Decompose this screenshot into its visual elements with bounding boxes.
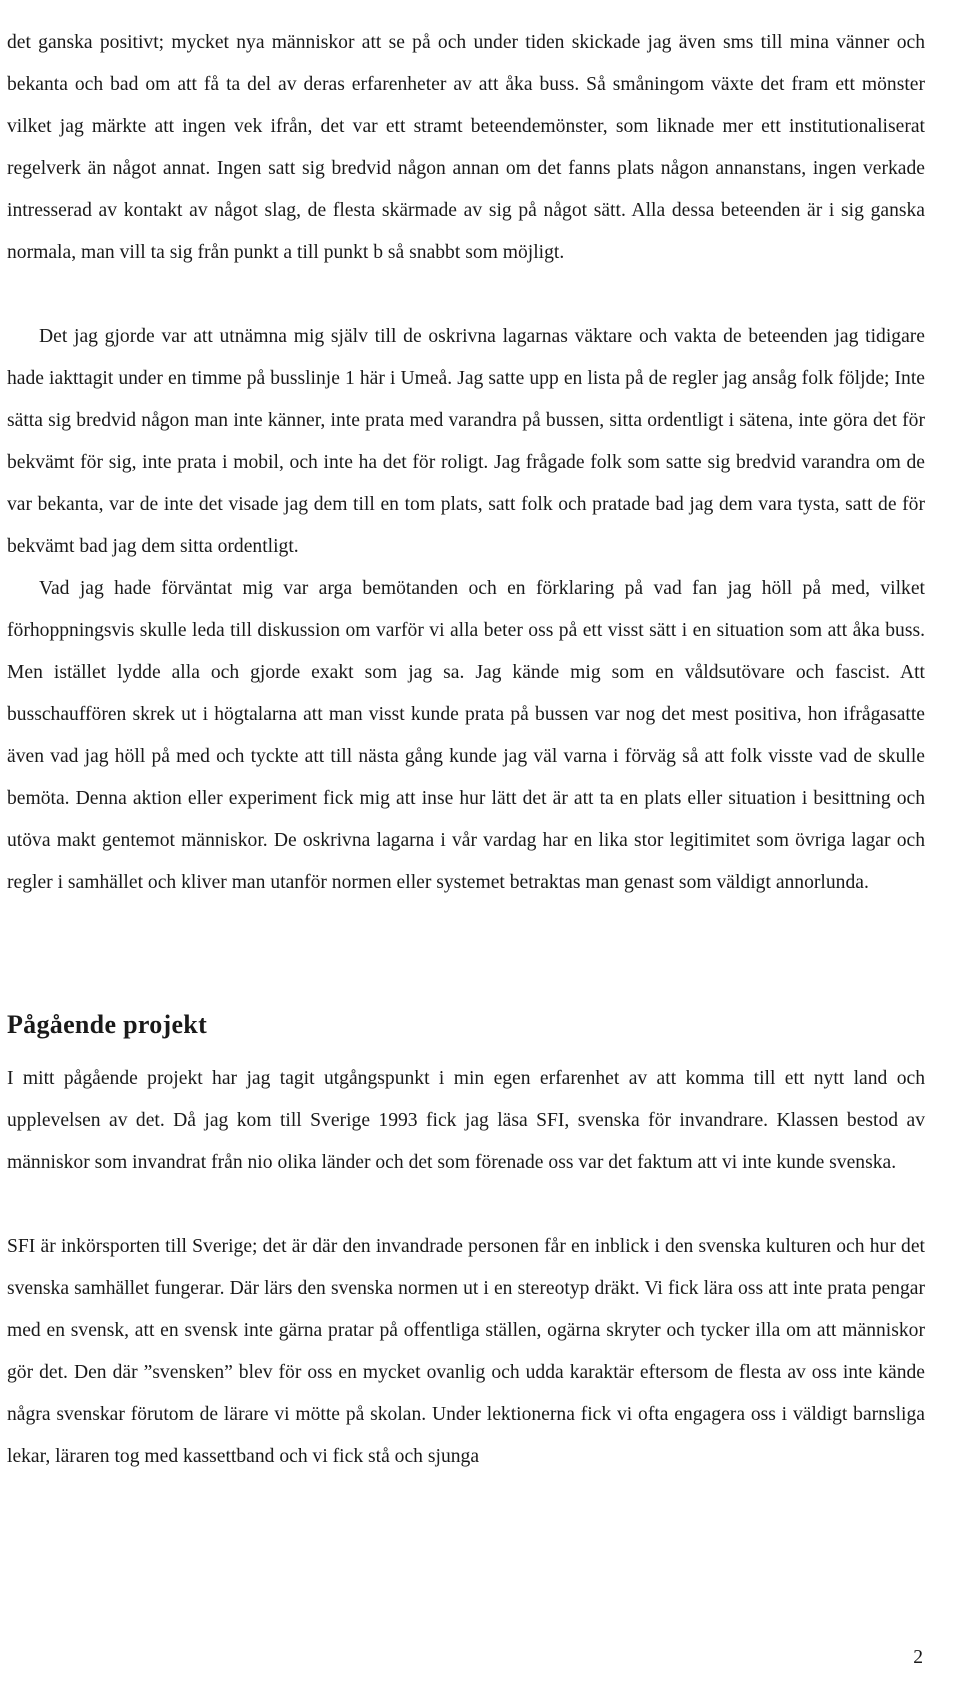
page-number: 2 (913, 1647, 923, 1668)
body-paragraph: SFI är inkörsporten till Sverige; det är där den invandrade personen får en inblick i den svenska kulturen och hur det svenska samhället fungerar. Där lärs den svenska normen ut i en stereotyp dräkt. Vi fick lära oss att inte prata pengar med en svensk, att en svensk inte gärna pratar på offentliga ställen, ogärna skryter och tycker illa om att människor gör det. Den där ”svensken” blev för oss en mycket ovanlig och udda karaktär eftersom de flesta av oss inte kände några svenskar förutom de lärare vi mötte på skolan. Under lektionerna fick vi ofta engagera oss i väldigt barnsliga lekar, läraren tog med kassettband och vi fick stå och sjunga (7, 1236, 925, 1467)
body-paragraph: I mitt pågående projekt har jag tagit utgångspunkt i min egen erfarenhet av att komma till ett nytt land och upplevelsen av det. Då jag kom till Sverige 1993 fick jag läsa SFI, svenska för invandrare. Klassen bestod av människor som invandrat från nio olika länder och det som förenade oss var det faktum att vi inte kunde svenska. (7, 1068, 925, 1173)
body-paragraph: Det jag gjorde var att utnämna mig själv till de oskrivna lagarnas väktare och vakta de beteenden jag tidigare hade iakttagit under en timme på busslinje 1 här i Umeå. Jag satte upp en lista på de regler jag ansåg folk följde; Inte sätta sig bredvid någon man inte känner, inte prata med varandra på bussen, sitta ordentligt i sätena, inte göra det för bekvämt för sig, inte prata i mobil, och inte ha det för roligt. Jag frågade folk som satte sig bredvid varandra om de var bekanta, var de inte det visade jag dem till en tom plats, satt folk och pratade bad jag dem vara tysta, satt de för bekvämt bad jag dem sitta ordentligt. (7, 326, 925, 557)
body-paragraph: Vad jag hade förväntat mig var arga bemötanden och en förklaring på vad fan jag höll på med, vilket förhoppningsvis skulle leda till diskussion om varför vi alla beter oss på ett visst sätt i en situation som att åka buss. Men istället lydde alla och gjorde exakt som jag sa. Jag kände mig som en våldsutövare och fascist. Att busschauffören skrek ut i högtalarna att man visst kunde prata på bussen var nog det mest positiva, hon ifrågasatte även vad jag höll på med och tyckte att till nästa gång kunde jag väl varna i förväg så att folk visste vad de skulle bemöta. Denna aktion eller experiment fick mig att inse hur lätt det är att ta en plats eller situation i besittning och utöva makt gentemot människor. De oskrivna lagarna i vår vardag har en lika stor legitimitet som övriga lagar och regler i samhället och kliver man utanför normen eller systemet betraktas man genast som väldigt annorlunda. (7, 578, 925, 893)
section-heading: Pågående projekt (7, 1010, 208, 1039)
body-paragraph: det ganska positivt; mycket nya människor att se på och under tiden skickade jag även sms till mina vänner och bekanta och bad om att få ta del av deras erfarenheter av att åka buss. Så småningom växte det fram ett mönster vilket jag märkte att ingen vek ifrån, det var ett stramt beteendemönster, som liknade mer ett institutionaliserat regelverk än något annat. Ingen satt sig bredvid någon annan om det fanns plats någon annanstans, ingen verkade intresserad av kontakt av något slag, de flesta skärmade av sig på något sätt. Alla dessa beteenden är i sig ganska normala, man vill ta sig från punkt a till punkt b så snabbt som möjligt. (7, 32, 925, 263)
